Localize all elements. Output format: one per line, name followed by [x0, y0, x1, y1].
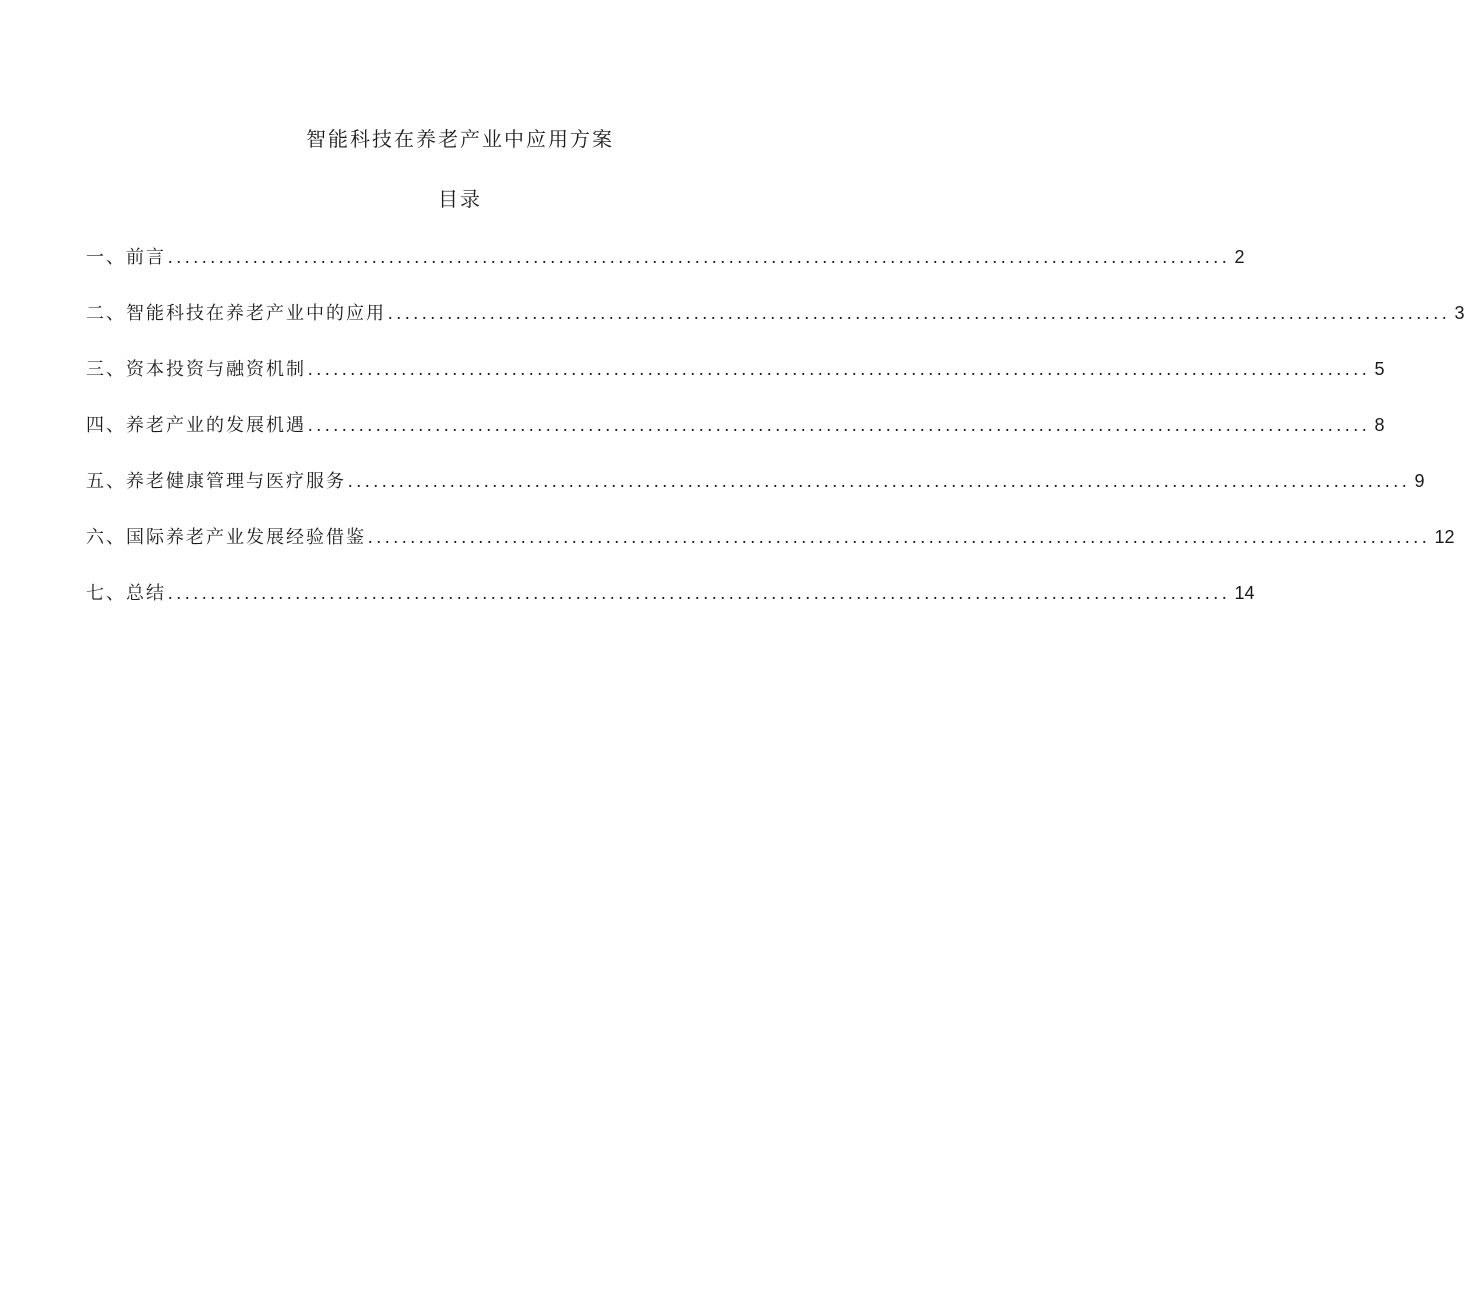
table-of-contents [86, 242, 1465, 634]
toc-page-number: 3 [1454, 303, 1465, 323]
toc-dot-leader: ............................................................................................................................. [348, 471, 1411, 491]
toc-entry[interactable] [86, 354, 1385, 384]
toc-entry-label: 一、前言 [86, 247, 166, 268]
toc-page-number: 9 [1414, 471, 1425, 491]
toc-page-number: 14 [1234, 583, 1255, 603]
toc-page-number: 2 [1234, 247, 1245, 267]
toc-dot-leader: ............................................................................................................................. [308, 359, 1371, 379]
toc-heading: 目录 [438, 187, 482, 211]
toc-entry[interactable] [86, 466, 1425, 496]
toc-entry-label: 五、养老健康管理与医疗服务 [86, 471, 346, 492]
toc-dot-leader: ............................................................................................................................. [308, 415, 1371, 435]
toc-entry[interactable] [86, 578, 1255, 608]
toc-page-number: 12 [1434, 527, 1455, 547]
toc-entry[interactable] [86, 242, 1245, 272]
toc-dot-leader: ............................................................................................................................. [368, 527, 1431, 547]
document-title: 智能科技在养老产业中应用方案 [306, 127, 614, 151]
toc-entry-label: 六、国际养老产业发展经验借鉴 [86, 527, 366, 548]
toc-entry-label: 二、智能科技在养老产业中的应用 [86, 303, 386, 324]
toc-entry-label: 七、总结 [86, 583, 166, 604]
toc-dot-leader: ............................................................................................................................. [388, 303, 1451, 323]
toc-page-number: 8 [1374, 415, 1385, 435]
toc-entry[interactable] [86, 298, 1465, 328]
toc-entry-label: 四、养老产业的发展机遇 [86, 415, 306, 436]
toc-entry-label: 三、资本投资与融资机制 [86, 359, 306, 380]
toc-dot-leader: ............................................................................................................................. [168, 583, 1231, 603]
toc-dot-leader: ............................................................................................................................. [168, 247, 1231, 267]
toc-entry[interactable] [86, 522, 1455, 552]
toc-page-number: 5 [1374, 359, 1385, 379]
toc-entry[interactable] [86, 410, 1385, 440]
